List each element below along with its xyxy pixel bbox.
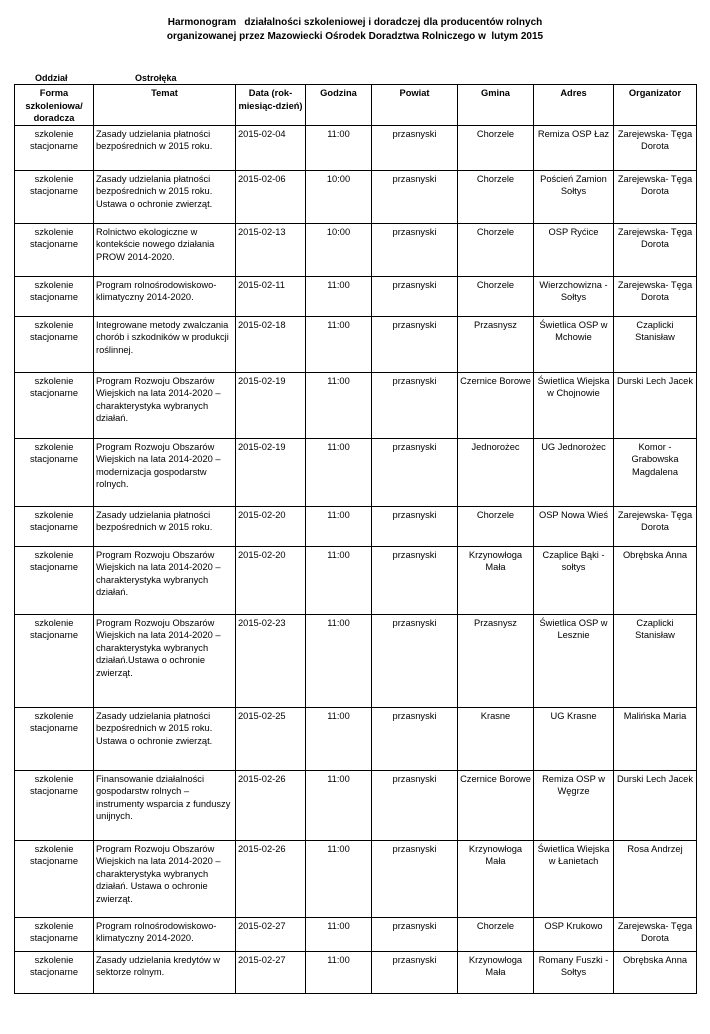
- cell-temat: Zasady udzielania kredytów w sektorze rolnym.: [94, 951, 236, 993]
- cell-powiat: przasnyski: [372, 438, 458, 506]
- cell-organizator: Czaplicki Stanisław: [614, 614, 697, 707]
- cell-adres: Świetlica OSP w Lesznie: [534, 614, 614, 707]
- cell-powiat: przasnyski: [372, 316, 458, 372]
- cell-temat: Zasady udzielania płatności bezpośrednich w 2015 roku.: [94, 125, 236, 170]
- title-line-1: Harmonogram działalności szkoleniowej i doradczej dla producentów rolnych: [167, 17, 543, 28]
- cell-data: 2015-02-26: [236, 770, 306, 840]
- cell-godzina: 11:00: [306, 840, 372, 917]
- cell-temat: Zasady udzielania płatności bezpośrednich w 2015 roku.: [94, 506, 236, 546]
- oddzial-label: Oddział: [35, 73, 68, 83]
- cell-adres: Poścień Zamion Sołtys: [534, 170, 614, 223]
- cell-adres: Wierzchowizna - Sołtys: [534, 276, 614, 316]
- cell-adres: Remiza OSP Łaz: [534, 125, 614, 170]
- cell-organizator: Zarejewska- Tęga Dorota: [614, 125, 697, 170]
- table-row: [15, 506, 697, 546]
- cell-forma: szkolenie stacjonarne: [15, 707, 94, 770]
- table-header-row: [15, 85, 697, 126]
- cell-gmina: Krzynowłoga Mała: [458, 840, 534, 917]
- cell-organizator: Rosa Andrzej: [614, 840, 697, 917]
- cell-powiat: przasnyski: [372, 917, 458, 951]
- cell-powiat: przasnyski: [372, 546, 458, 614]
- cell-organizator: Zarejewska- Tęga Dorota: [614, 170, 697, 223]
- cell-gmina: Chorzele: [458, 125, 534, 170]
- oddzial-row: [35, 72, 177, 84]
- cell-data: 2015-02-13: [236, 223, 306, 276]
- cell-powiat: przasnyski: [372, 506, 458, 546]
- cell-gmina: Chorzele: [458, 276, 534, 316]
- cell-organizator: Obrębska Anna: [614, 546, 697, 614]
- cell-temat: Program Rozwoju Obszarów Wiejskich na lata 2014-2020 – charakterystyka wybranych działań.: [94, 546, 236, 614]
- title-line-2: organizowanej przez Mazowiecki Ośrodek Doradztwa Rolniczego w lutym 2015: [166, 31, 544, 42]
- cell-data: 2015-02-06: [236, 170, 306, 223]
- cell-forma: szkolenie stacjonarne: [15, 917, 94, 951]
- table-row: [15, 125, 697, 170]
- cell-data: 2015-02-27: [236, 917, 306, 951]
- cell-gmina: Chorzele: [458, 917, 534, 951]
- cell-organizator: Zarejewska- Tęga Dorota: [614, 917, 697, 951]
- cell-gmina: Krzynowłoga Mała: [458, 546, 534, 614]
- table-row: [15, 917, 697, 951]
- cell-data: 2015-02-26: [236, 840, 306, 917]
- cell-forma: szkolenie stacjonarne: [15, 506, 94, 546]
- cell-data: 2015-02-23: [236, 614, 306, 707]
- cell-powiat: przasnyski: [372, 840, 458, 917]
- table-row: [15, 614, 697, 707]
- cell-powiat: przasnyski: [372, 372, 458, 438]
- table-row: [15, 546, 697, 614]
- cell-data: 2015-02-04: [236, 125, 306, 170]
- cell-gmina: Chorzele: [458, 170, 534, 223]
- cell-adres: OSP Krukowo: [534, 917, 614, 951]
- cell-organizator: Komor - Grabowska Magdalena: [614, 438, 697, 506]
- cell-gmina: Chorzele: [458, 506, 534, 546]
- cell-data: 2015-02-20: [236, 546, 306, 614]
- table-row: [15, 276, 697, 316]
- cell-adres: Remiza OSP w Węgrze: [534, 770, 614, 840]
- cell-forma: szkolenie stacjonarne: [15, 372, 94, 438]
- cell-organizator: Zarejewska- Tęga Dorota: [614, 506, 697, 546]
- header-data: Data (rok-miesiąc-dzień): [236, 85, 306, 126]
- cell-powiat: przasnyski: [372, 223, 458, 276]
- header-temat: Temat: [94, 85, 236, 126]
- cell-adres: OSP Ryćice: [534, 223, 614, 276]
- cell-godzina: 11:00: [306, 506, 372, 546]
- cell-data: 2015-02-18: [236, 316, 306, 372]
- table-row: [15, 316, 697, 372]
- cell-organizator: Obrębska Anna: [614, 951, 697, 993]
- cell-data: 2015-02-27: [236, 951, 306, 993]
- cell-powiat: przasnyski: [372, 707, 458, 770]
- cell-powiat: przasnyski: [372, 951, 458, 993]
- cell-powiat: przasnyski: [372, 125, 458, 170]
- schedule-table: [14, 84, 697, 994]
- table-row: [15, 170, 697, 223]
- cell-adres: UG Krasne: [534, 707, 614, 770]
- cell-forma: szkolenie stacjonarne: [15, 276, 94, 316]
- cell-gmina: Krzynowłoga Mała: [458, 951, 534, 993]
- cell-organizator: Malińska Maria: [614, 707, 697, 770]
- cell-godzina: 11:00: [306, 951, 372, 993]
- table-row: [15, 951, 697, 993]
- cell-forma: szkolenie stacjonarne: [15, 170, 94, 223]
- cell-organizator: Zarejewska- Tęga Dorota: [614, 223, 697, 276]
- cell-gmina: Czernice Borowe: [458, 770, 534, 840]
- header-organizator: Organizator: [614, 85, 697, 126]
- cell-data: 2015-02-11: [236, 276, 306, 316]
- header-powiat: Powiat: [372, 85, 458, 126]
- cell-powiat: przasnyski: [372, 614, 458, 707]
- cell-temat: Program Rozwoju Obszarów Wiejskich na lata 2014-2020 – charakterystyka wybranych działań.Ustawa o ochronie zwierząt.: [94, 614, 236, 707]
- cell-organizator: Durski Lech Jacek: [614, 770, 697, 840]
- cell-godzina: 11:00: [306, 125, 372, 170]
- cell-adres: Czaplice Bąki - sołtys: [534, 546, 614, 614]
- cell-adres: Romany Fuszki - Sołtys: [534, 951, 614, 993]
- table-row: [15, 223, 697, 276]
- header-adres: Adres: [534, 85, 614, 126]
- cell-powiat: przasnyski: [372, 276, 458, 316]
- header-godzina: Godzina: [306, 85, 372, 126]
- table-row: [15, 840, 697, 917]
- cell-data: 2015-02-19: [236, 372, 306, 438]
- cell-gmina: Jednorożec: [458, 438, 534, 506]
- cell-forma: szkolenie stacjonarne: [15, 840, 94, 917]
- cell-gmina: Przasnysz: [458, 316, 534, 372]
- table-row: [15, 372, 697, 438]
- cell-temat: Rolnictwo ekologiczne w kontekście nowego działania PROW 2014-2020.: [94, 223, 236, 276]
- cell-gmina: Czernice Borowe: [458, 372, 534, 438]
- cell-adres: Świetlica Wiejska w Chojnowie: [534, 372, 614, 438]
- cell-temat: Program Rozwoju Obszarów Wiejskich na lata 2014-2020 – modernizacja gospodarstw rolnych.: [94, 438, 236, 506]
- cell-forma: szkolenie stacjonarne: [15, 438, 94, 506]
- cell-godzina: 10:00: [306, 223, 372, 276]
- cell-gmina: Przasnysz: [458, 614, 534, 707]
- table-row: [15, 770, 697, 840]
- cell-forma: szkolenie stacjonarne: [15, 951, 94, 993]
- cell-adres: OSP Nowa Wieś: [534, 506, 614, 546]
- cell-godzina: 11:00: [306, 707, 372, 770]
- cell-forma: szkolenie stacjonarne: [15, 770, 94, 840]
- cell-godzina: 11:00: [306, 917, 372, 951]
- header-forma: Forma szkoleniowa/ doradcza: [15, 85, 94, 126]
- cell-temat: Program Rozwoju Obszarów Wiejskich na lata 2014-2020 – charakterystyka wybranych działań.: [94, 372, 236, 438]
- cell-gmina: Krasne: [458, 707, 534, 770]
- header-gmina: Gmina: [458, 85, 534, 126]
- cell-godzina: 11:00: [306, 372, 372, 438]
- cell-forma: szkolenie stacjonarne: [15, 125, 94, 170]
- cell-adres: Świetlica OSP w Mchowie: [534, 316, 614, 372]
- oddzial-value: Ostrołęka: [135, 73, 177, 83]
- cell-forma: szkolenie stacjonarne: [15, 614, 94, 707]
- cell-temat: Program Rozwoju Obszarów Wiejskich na lata 2014-2020 – charakterystyka wybranych działań. Ustawa o ochronie zwierząt.: [94, 840, 236, 917]
- cell-forma: szkolenie stacjonarne: [15, 316, 94, 372]
- cell-powiat: przasnyski: [372, 770, 458, 840]
- cell-godzina: 10:00: [306, 170, 372, 223]
- cell-temat: Program rolnośrodowiskowo-klimatyczny 2014-2020.: [94, 917, 236, 951]
- cell-godzina: 11:00: [306, 276, 372, 316]
- cell-temat: Zasady udzielania płatności bezpośrednich w 2015 roku. Ustawa o ochronie zwierząt.: [94, 707, 236, 770]
- cell-godzina: 11:00: [306, 438, 372, 506]
- cell-godzina: 11:00: [306, 770, 372, 840]
- table-row: [15, 707, 697, 770]
- cell-temat: Finansowanie działalności gospodarstw rolnych – instrumenty wsparcia z funduszy unijnych.: [94, 770, 236, 840]
- cell-organizator: Czaplicki Stanisław: [614, 316, 697, 372]
- document-title: [0, 16, 710, 44]
- cell-temat: Zasady udzielania płatności bezpośrednich w 2015 roku. Ustawa o ochronie zwierząt.: [94, 170, 236, 223]
- cell-godzina: 11:00: [306, 316, 372, 372]
- cell-forma: szkolenie stacjonarne: [15, 223, 94, 276]
- cell-forma: szkolenie stacjonarne: [15, 546, 94, 614]
- cell-gmina: Chorzele: [458, 223, 534, 276]
- cell-adres: UG Jednorożec: [534, 438, 614, 506]
- cell-godzina: 11:00: [306, 546, 372, 614]
- cell-data: 2015-02-25: [236, 707, 306, 770]
- cell-powiat: przasnyski: [372, 170, 458, 223]
- cell-temat: Program rolnośrodowiskowo-klimatyczny 2014-2020.: [94, 276, 236, 316]
- cell-organizator: Zarejewska- Tęga Dorota: [614, 276, 697, 316]
- cell-data: 2015-02-20: [236, 506, 306, 546]
- cell-temat: Integrowane metody zwalczania chorób i szkodników w produkcji roślinnej.: [94, 316, 236, 372]
- table-row: [15, 438, 697, 506]
- cell-data: 2015-02-19: [236, 438, 306, 506]
- cell-godzina: 11:00: [306, 614, 372, 707]
- cell-organizator: Durski Lech Jacek: [614, 372, 697, 438]
- cell-adres: Świetlica Wiejska w Łanietach: [534, 840, 614, 917]
